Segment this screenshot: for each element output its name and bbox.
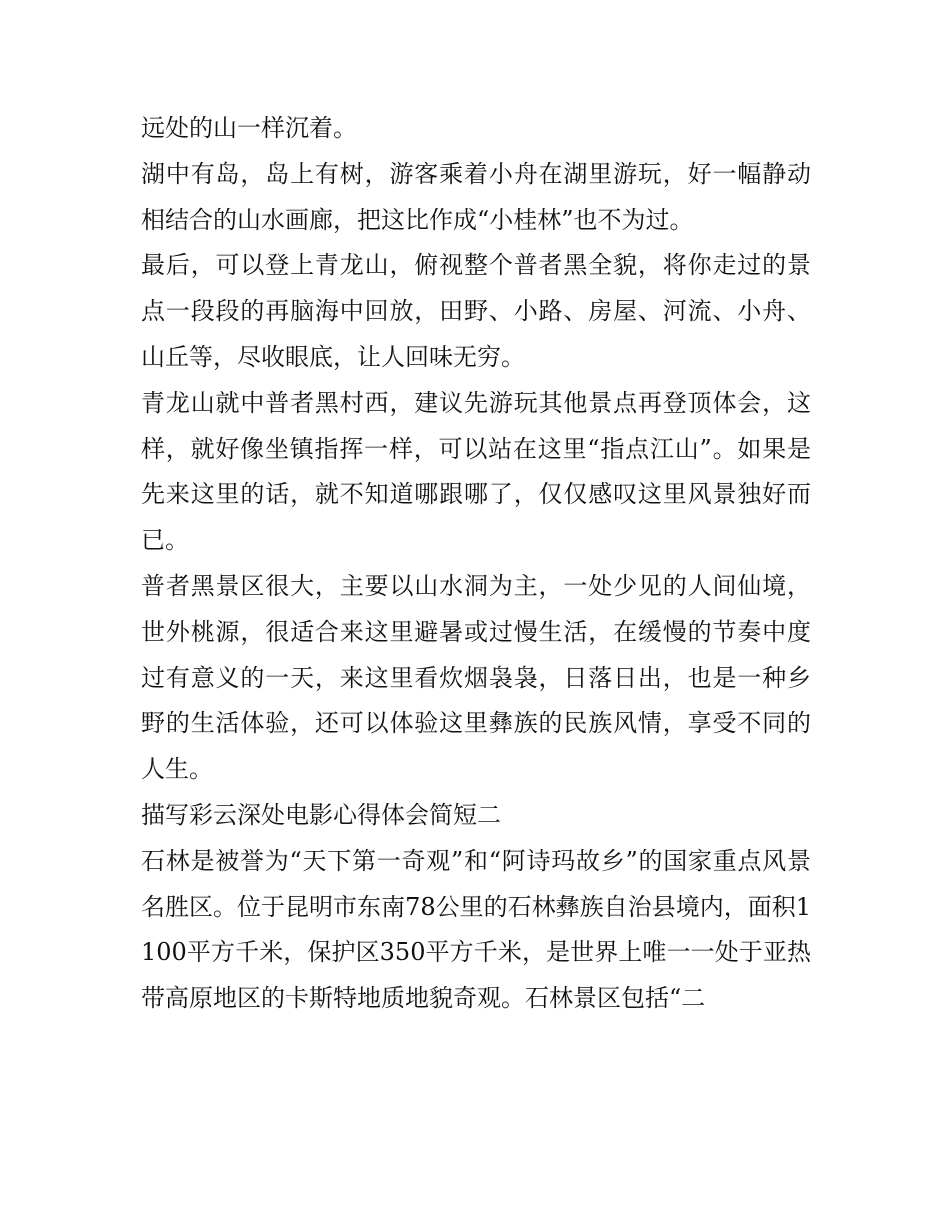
paragraph-6: 石林是被誉为“天下第一奇观”和“阿诗玛故乡”的国家重点风景名胜区。位于昆明市东南78公里的石林彝族自治县境内，面积1100平方千米，保护区350平方千米，是世界上唯一一处于亚热带高原地区的卡斯特地质地貌奇观。石林景区包括“二: [141, 846, 811, 1013]
paragraph-4: 青龙山就中普者黑村西，建议先游玩其他景点再登顶体会，这样，就好像坐镇指挥一样，可以站在这里“指点江山”。如果是先来这里的话，就不知道哪跟哪了，仅仅感叹这里风景独好而已。: [141, 388, 811, 555]
paragraph-2: 湖中有岛，岛上有树，游客乘着小舟在湖里游玩，好一幅静动相结合的山水画廊，把这比作成“小桂林”也不为过。: [141, 159, 811, 234]
paragraph-1: 远处的山一样沉着。: [141, 114, 357, 142]
paragraph-5: 普者黑景区很大，主要以山水洞为主，一处少见的人间仙境，世外桃源，很适合来这里避暑或过慢生活，在缓慢的节奏中度过有意义的一天，来这里看炊烟袅袅，日落日出，也是一种乡野的生活体验，还可以体验这里彝族的民族风情，享受不同的人生。: [141, 571, 811, 784]
document-page: [141, 106, 811, 1022]
paragraph-3: 最后，可以登上青龙山，俯视整个普者黑全貌，将你走过的景点一段段的再脑海中回放，田野、小路、房屋、河流、小舟、山丘等，尽收眼底，让人回味无穷。: [141, 251, 811, 371]
section-heading: 描写彩云深处电影心得体会简短二: [141, 800, 501, 829]
